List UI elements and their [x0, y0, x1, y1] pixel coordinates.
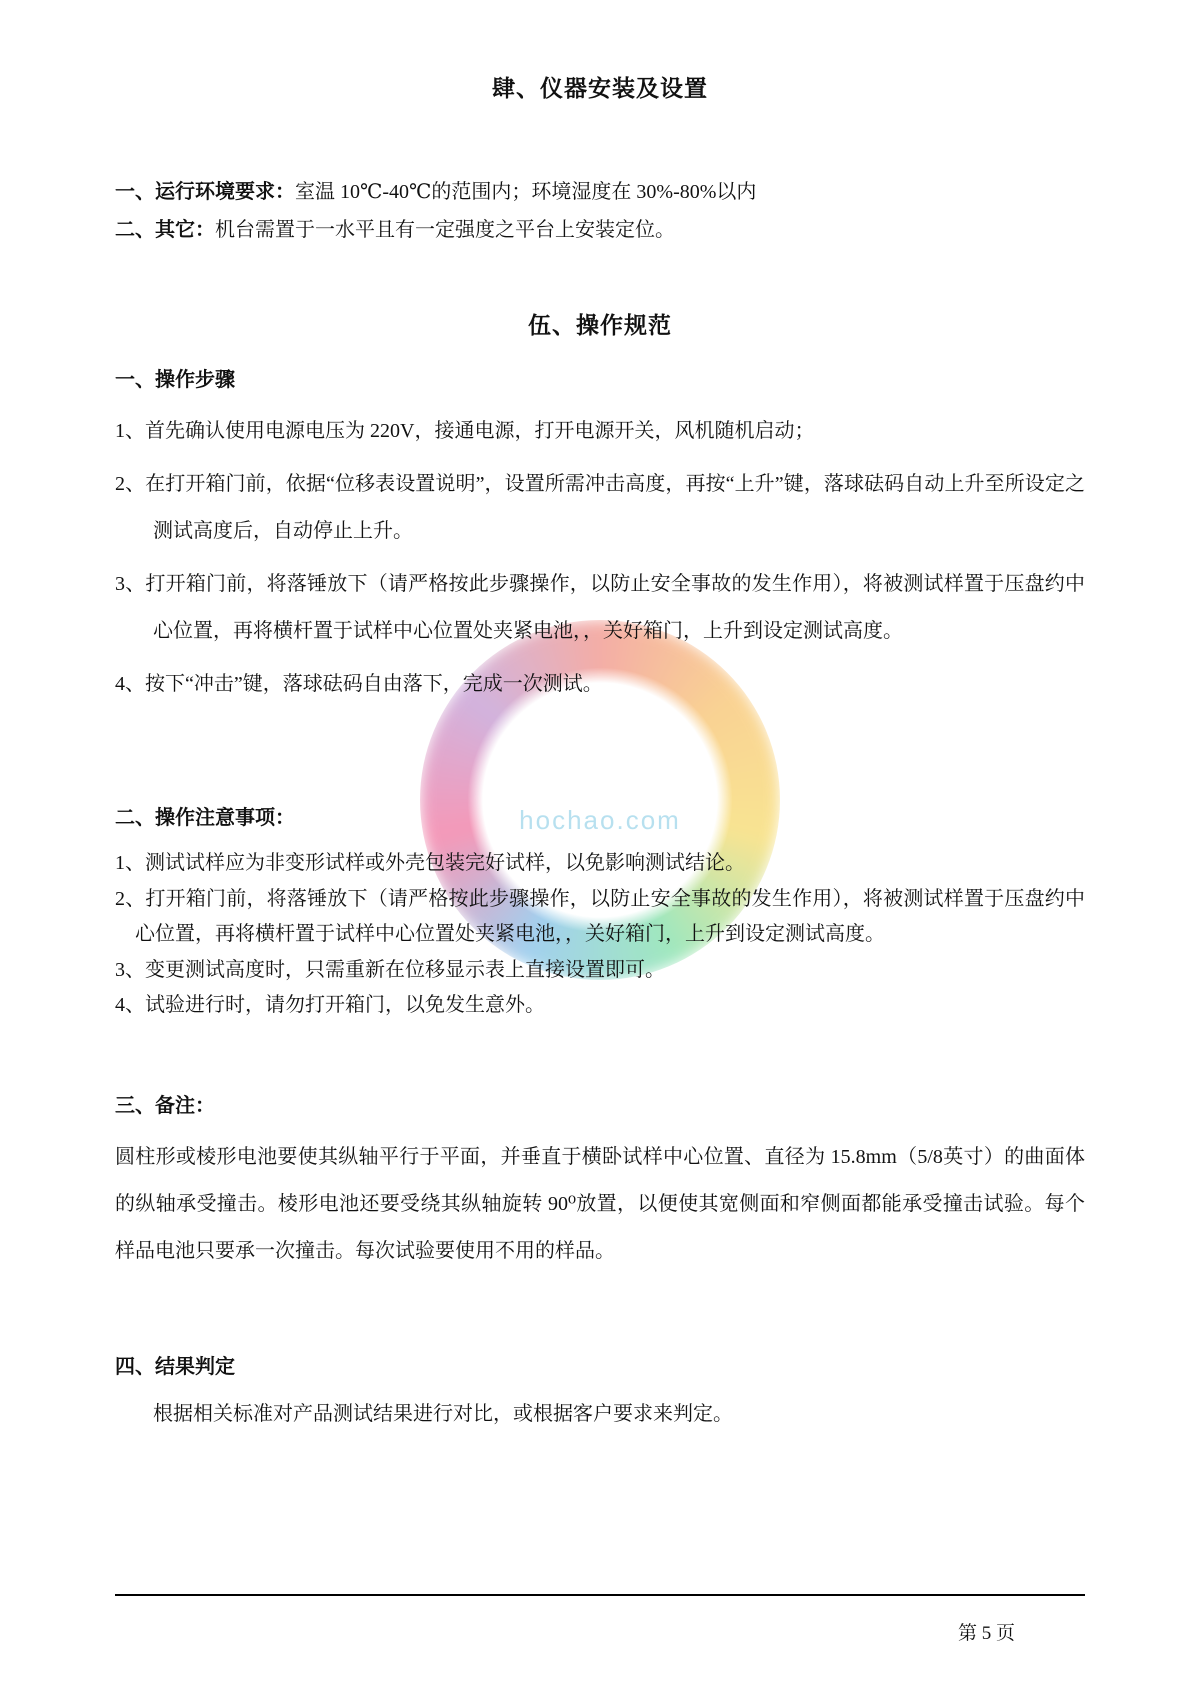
- result-body: 根据相关标准对产品测试结果进行对比，或根据客户要求来判定。: [153, 1402, 733, 1425]
- operation-steps-heading: 一、操作步骤: [115, 369, 235, 391]
- spacer: [115, 1275, 1085, 1327]
- remark-heading: 三、备注：: [115, 1094, 215, 1117]
- spacer: [115, 1024, 1085, 1066]
- remark-body: 圆柱形或棱形电池要使其纵轴平行于平面，并垂直于横卧试样中心位置、直径为 15.8mm（5/8英寸）的曲面体的纵轴承受撞击。棱形电池还要受绕其纵轴旋转 90⁰放置，以便使其宽侧面和窄侧面都能承受撞击试验。每个样品电池只要承一次撞击。每次试验要使用不用的样品。: [115, 1145, 1085, 1262]
- page-number: 第 5 页: [957, 1623, 1015, 1644]
- note-item-4: 4、试验进行时，请勿打开箱门，以免发生意外。: [115, 994, 545, 1017]
- result-heading: 四、结果判定: [115, 1355, 235, 1378]
- operation-step-3: 3、打开箱门前，将落锤放下（请严格按此步骤操作，以防止安全事故的发生作用），将被测试样置于压盘约中心位置，再将横杆置于试样中心位置处夹紧电池，，关好箱门，上升到设定测试高度。: [115, 573, 1085, 642]
- page-footer: [115, 1594, 1085, 1645]
- notes-heading: 二、操作注意事项：: [115, 807, 295, 829]
- env-requirement-text: 室温 10℃-40℃的范围内；环境湿度在 30%-80%以内: [295, 181, 757, 203]
- env-other-label: 二、其它：: [115, 219, 215, 241]
- note-item-1: 1、测试试样应为非变形试样或外壳包装完好试样，以免影响测试结论。: [115, 852, 745, 874]
- section5-title: 伍、操作规范: [528, 313, 672, 338]
- operation-step-4: 4、按下“冲击”键，落球砝码自由落下，完成一次测试。: [115, 673, 603, 695]
- env-requirement-label: 一、运行环境要求：: [115, 181, 295, 203]
- env-requirement-item: [115, 173, 1085, 211]
- footer-divider: [115, 1594, 1085, 1596]
- watermark-text: hochao.com: [519, 805, 681, 835]
- env-other-item: [115, 211, 1085, 249]
- spacer: [115, 714, 1085, 778]
- env-other-text: 机台需置于一水平且有一定强度之平台上安装定位。: [215, 219, 675, 241]
- operation-step-2: 2、在打开箱门前，依据“位移表设置说明”，设置所需冲击高度，再按“上升”键，落球砝码自动上升至所设定之测试高度后，自动停止上升。: [115, 473, 1085, 542]
- note-item-3: 3、变更测试高度时，只需重新在位移显示表上直接设置即可。: [115, 958, 665, 981]
- note-item-2: 2、打开箱门前，将落锤放下（请严格按此步骤操作，以防止安全事故的发生作用），将被测试样置于压盘约中心位置，再将横杆置于试样中心位置处夹紧电池，，关好箱门，上升到设定测试高度。: [115, 887, 1085, 946]
- section4-title: 肆、仪器安装及设置: [492, 76, 708, 101]
- operation-step-1: 1、首先确认使用电源电压为 220V，接通电源，打开电源开关，风机随机启动；: [115, 420, 815, 442]
